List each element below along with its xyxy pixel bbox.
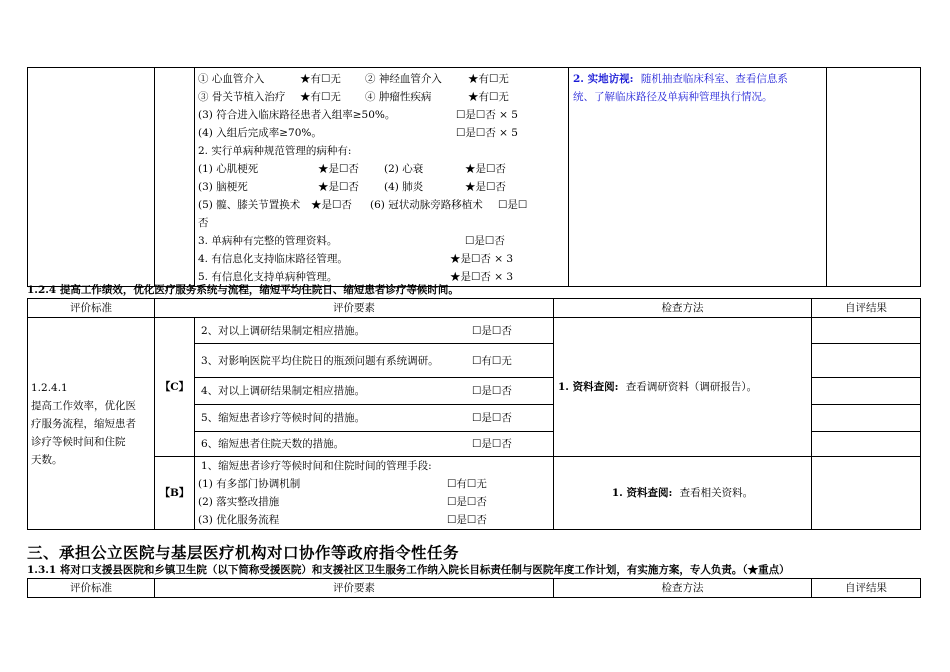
section-3-table bbox=[27, 578, 921, 598]
section-124-heading: 1.2.4 提高工作绩效，优化医疗服务系统与流程，缩短平均住院日、缩短患者诊疗等候时间。 bbox=[27, 284, 459, 296]
top-grade-cell bbox=[155, 68, 195, 287]
standard-line-3: 诊疗等候时间和住院 bbox=[31, 435, 126, 448]
c-item-0-text: 2、对以上调研结果制定相应措施。 bbox=[201, 325, 366, 337]
top-row-c1: ③ 骨关节植入治疗 bbox=[198, 91, 286, 103]
b-item-3 bbox=[195, 511, 554, 530]
header-elements: 评价要素 bbox=[155, 299, 554, 318]
top-row bbox=[198, 106, 568, 124]
b-item-2-check: ☐是☐否 bbox=[447, 495, 487, 508]
top-row-c3: (2) 心衰 bbox=[384, 163, 424, 175]
b-item-1 bbox=[195, 475, 554, 493]
top-method-cell bbox=[569, 68, 827, 287]
section-3-title: 三、承担公立医院与基层医疗机构对口协作等政府指令性任务 bbox=[27, 543, 460, 562]
standard-line-2: 疗服务流程，缩短患者 bbox=[31, 417, 136, 430]
top-row-c3: (4) 肺炎 bbox=[384, 181, 424, 193]
standard-line-0: 1.2.4.1 bbox=[31, 381, 68, 394]
b-item-0-text: 1、缩短患者诊疗等候时间和住院时间的管理手段: bbox=[201, 460, 432, 472]
c-result-4 bbox=[812, 432, 921, 457]
top-row-c1: (4) 入组后完成率≥70%。 bbox=[198, 127, 322, 139]
grade-b-cell bbox=[155, 457, 195, 530]
top-row-c2: ★有☐无 bbox=[300, 73, 341, 85]
top-row bbox=[198, 232, 568, 250]
b-item-2-text: (2) 落实整改措施 bbox=[198, 495, 280, 508]
top-row-c1: (3) 符合进入临床路径患者入组率≥50%。 bbox=[198, 109, 396, 121]
top-standard-cell bbox=[28, 68, 155, 287]
c-item-4 bbox=[195, 432, 554, 457]
b-item-1-text: (1) 有多部门协调机制 bbox=[198, 477, 301, 490]
top-row bbox=[198, 142, 568, 160]
top-row-c1: 3. 单病种有完整的管理资料。 bbox=[198, 235, 338, 247]
c-item-2-check: ☐是☐否 bbox=[472, 385, 512, 397]
c-method-label: 1. 资料查阅: bbox=[558, 381, 619, 393]
section-131-heading: 1.3.1 将对口支援县医院和乡镇卫生院（以下简称受援医院）和支援社区卫生服务工作纳入院长目标责任制与医院年度工作计划，有实施方案，专人负责。（★重点） bbox=[27, 564, 790, 576]
top-row-c4: ☐是☐否 × 5 bbox=[456, 109, 518, 121]
top-row-c1: ① 心血管介入 bbox=[198, 73, 265, 85]
top-row bbox=[198, 88, 568, 106]
top-row bbox=[198, 124, 568, 142]
top-row-c1: (5) 髋、膝关节置换术 bbox=[198, 199, 301, 211]
top-row-c1: 2. 实行单病种规范管理的病种有: bbox=[198, 145, 352, 157]
top-row bbox=[198, 250, 568, 268]
grade-c-label: 【C】 bbox=[159, 381, 190, 393]
b-item-1-check: ☐有☐无 bbox=[447, 477, 487, 490]
top-row-c1: (3) 脑梗死 bbox=[198, 181, 248, 193]
c-item-3 bbox=[195, 405, 554, 432]
top-row bbox=[198, 214, 568, 232]
c-item-0 bbox=[195, 318, 554, 344]
section-124-table bbox=[27, 298, 921, 530]
top-row-c4: ★是☐否 bbox=[465, 181, 506, 193]
s3-header-method: 检查方法 bbox=[554, 579, 812, 598]
top-row-c2: ★是☐否 bbox=[318, 181, 359, 193]
top-row-c3: (6) 冠状动脉旁路移植术 bbox=[370, 199, 483, 211]
b-item-3-check: ☐是☐否 bbox=[447, 513, 487, 526]
b-item-0 bbox=[195, 457, 554, 475]
c-item-1-text: 3、对影响医院平均住院日的瓶颈问题有系统调研。 bbox=[201, 355, 439, 367]
standard-line-1: 提高工作效率，优化医 bbox=[31, 399, 136, 412]
top-result-cell bbox=[827, 68, 921, 287]
b-method-cell bbox=[554, 457, 812, 530]
c-method-text: 查看调研资料（调研报告）。 bbox=[625, 381, 758, 393]
top-row-c4: ★是☐否 × 3 bbox=[450, 253, 514, 265]
grade-c-cell bbox=[155, 318, 195, 457]
s3-header-elements: 评价要素 bbox=[155, 579, 554, 598]
s3-header-result: 自评结果 bbox=[812, 579, 921, 598]
c-result-0 bbox=[812, 318, 921, 344]
c-result-1 bbox=[812, 344, 921, 378]
top-row-c3: ④ 肿瘤性疾病 bbox=[365, 91, 432, 103]
top-row-c4: ☐是☐否 × 5 bbox=[456, 127, 518, 139]
top-row-c4: ★有☐无 bbox=[468, 73, 509, 85]
grade-b-label: 【B】 bbox=[159, 487, 190, 499]
top-row bbox=[198, 178, 568, 196]
b-method-text: 查看相关资料。 bbox=[679, 487, 754, 499]
top-row-c2: ★是☐否 bbox=[311, 199, 352, 211]
c-item-1-check: ☐有☐无 bbox=[472, 355, 512, 367]
c-item-4-check: ☐是☐否 bbox=[472, 438, 512, 450]
b-result bbox=[812, 457, 921, 530]
top-method-text-2: 统、了解临床路径及单病种管理执行情况。 bbox=[573, 91, 773, 103]
c-item-3-text: 5、缩短患者诊疗等候时间的措施。 bbox=[201, 412, 366, 424]
top-row-c1: 否 bbox=[198, 217, 209, 229]
top-method-label: 2. 实地访视: bbox=[573, 73, 634, 85]
top-row-c4: ★是☐否 bbox=[465, 163, 506, 175]
c-item-2-text: 4、对以上调研结果制定相应措施。 bbox=[201, 385, 366, 397]
top-row bbox=[198, 196, 568, 214]
c-item-0-check: ☐是☐否 bbox=[472, 325, 512, 337]
top-row-c4: ☐是☐否 bbox=[465, 235, 505, 247]
c-method-cell bbox=[554, 318, 812, 457]
c-item-2 bbox=[195, 378, 554, 405]
top-row-c2: ★是☐否 bbox=[318, 163, 359, 175]
top-row-c4: ★是☐否 × 3 bbox=[450, 271, 514, 283]
c-item-3-check: ☐是☐否 bbox=[472, 412, 512, 424]
c-item-4-text: 6、缩短患者住院天数的措施。 bbox=[201, 438, 345, 450]
header-standard: 评价标准 bbox=[28, 299, 155, 318]
s3-header-standard: 评价标准 bbox=[28, 579, 155, 598]
header-result: 自评结果 bbox=[812, 299, 921, 318]
b-item-3-text: (3) 优化服务流程 bbox=[198, 513, 280, 526]
top-method-text-1: 随机抽查临床科室、查看信息系 bbox=[640, 73, 788, 85]
top-row-c1: 4. 有信息化支持临床路径管理。 bbox=[198, 253, 348, 265]
c-result-3 bbox=[812, 405, 921, 432]
header-method: 检查方法 bbox=[554, 299, 812, 318]
top-row-c3: ② 神经血管介入 bbox=[365, 73, 442, 85]
top-row-c1: (1) 心肌梗死 bbox=[198, 163, 259, 175]
c-result-2 bbox=[812, 378, 921, 405]
top-row bbox=[198, 70, 568, 88]
top-elements-cell bbox=[195, 68, 569, 287]
b-method-label: 1. 资料查阅: bbox=[611, 487, 673, 499]
top-row bbox=[198, 160, 568, 178]
top-row-c4: ☐是☐ bbox=[498, 199, 528, 211]
top-row-c2: ★有☐无 bbox=[300, 91, 341, 103]
b-item-2 bbox=[195, 493, 554, 511]
standard-1241-cell bbox=[28, 318, 155, 530]
top-row-c4: ★有☐无 bbox=[468, 91, 509, 103]
top-row-c1: 5. 有信息化支持单病种管理。 bbox=[198, 271, 338, 283]
top-table bbox=[27, 67, 921, 287]
c-item-1 bbox=[195, 344, 554, 378]
standard-line-4: 天数。 bbox=[31, 453, 63, 466]
